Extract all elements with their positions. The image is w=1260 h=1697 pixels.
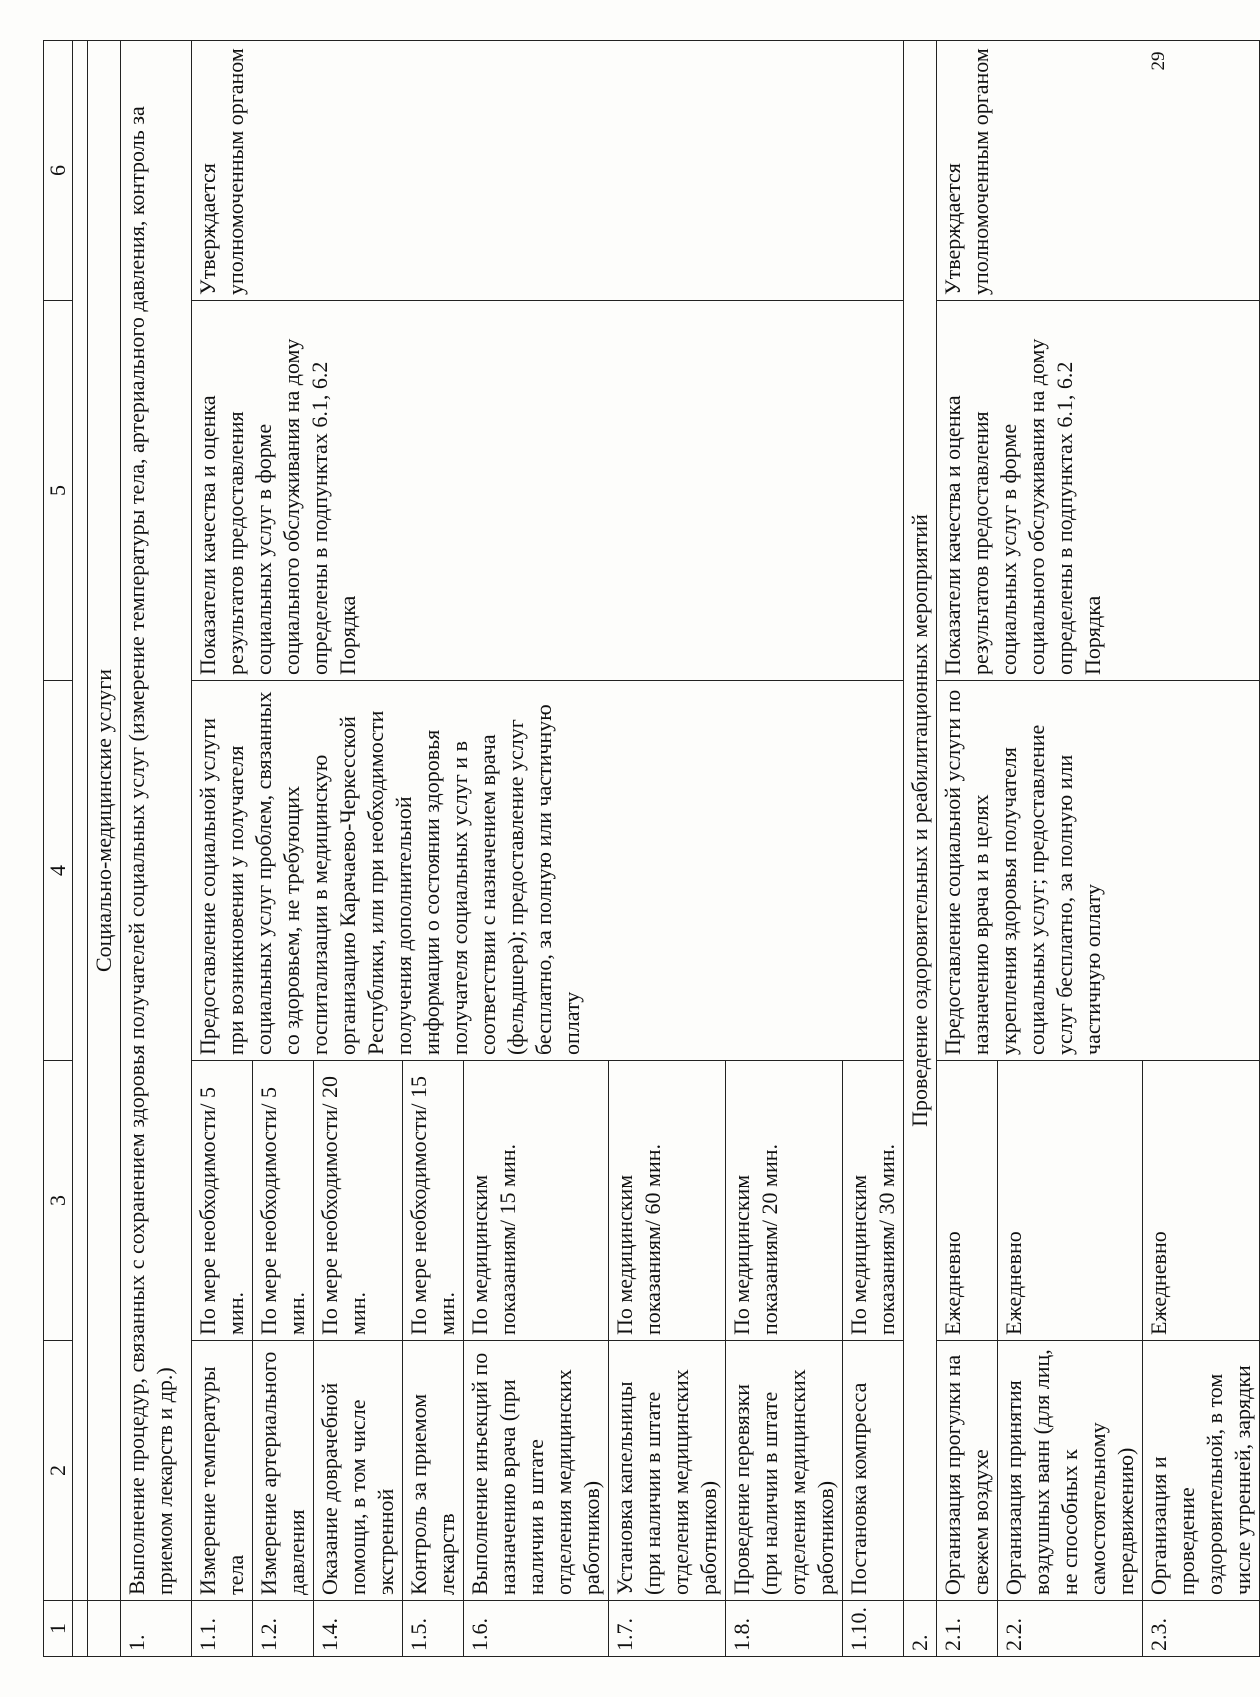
services-table: [43, 40, 1260, 1657]
spacer-row: [73, 40, 88, 1656]
row-number: 2.3.: [1143, 1600, 1260, 1656]
row-number: 1.4.: [314, 1600, 403, 1656]
quality-indicators: Показатели качества и оценка результатов предоставления социальных услуг в форме социального обслуживания на дому определены в подпунктах 6.1, 6.2 Порядка: [192, 300, 904, 680]
table-row: [937, 40, 998, 1656]
column-number: 1: [44, 1600, 73, 1656]
service-name: Проведение перевязки (при наличии в штате отделения медицинских работников): [726, 1340, 843, 1600]
service-timing: По мере необходимости/ 5 мин.: [253, 1060, 314, 1340]
service-timing: По мере необходимости/ 20 мин.: [314, 1060, 403, 1340]
section-heading-row: [904, 40, 937, 1656]
row-number: 1.10.: [843, 1600, 904, 1656]
section-number: 2.: [904, 1600, 937, 1656]
quality-indicators: Показатели качества и оценка результатов предоставления социальных услуг в форме социального обслуживания на дому определены в подпунктах 6.1, 6.2 Порядка: [937, 300, 1260, 680]
row-number: 1.7.: [609, 1600, 726, 1656]
column-number: 4: [44, 680, 73, 1060]
row-number: 2.2.: [998, 1600, 1143, 1656]
service-name: Постановка компресса: [843, 1340, 904, 1600]
service-description: Предоставление социальной услуги по назначению врача и в целях укрепления здоровья получателя социальных услуг; предоставление услуг бесплатно, за полную или частичную оплату: [937, 680, 1260, 1060]
service-name: Выполнение инъекций по назначению врача (при наличии в штате отделения медицинских работников): [464, 1340, 609, 1600]
section-heading: Выполнение процедур, связанных с сохранением здоровья получателей социальных услуг (измерение температуры тела, артериального давления, контроль за приемом лекарств и др.): [121, 40, 192, 1600]
service-timing: Ежедневно: [937, 1060, 998, 1340]
service-name: Измерение температуры тела: [192, 1340, 253, 1600]
section-number: 1.: [121, 1600, 192, 1656]
row-number: 1.5.: [403, 1600, 464, 1656]
service-timing: Ежедневно: [1143, 1060, 1260, 1340]
service-name: Оказание доврачебной помощи, в том числе экстренной: [314, 1340, 403, 1600]
service-name: Организация принятия воздушных ванн (для лиц, не способных к самостоятельному передвижению): [998, 1340, 1143, 1600]
approval-note: Утверждается уполномоченным органом: [937, 40, 1260, 300]
page-number: 29: [1148, 51, 1169, 71]
service-timing: По медицинским показаниям/ 60 мин.: [609, 1060, 726, 1340]
row-number: 1.6.: [464, 1600, 609, 1656]
service-timing: По мере необходимости/ 15 мин.: [403, 1060, 464, 1340]
service-description: Предоставление социальной услуги при возникновении у получателя социальных услуг проблем, связанных со здоровьем, не требующих госпитализации в медицинскую организацию Карачаево-Черкесской Республики, или при необходимости получения дополнительной информации о состоянии здоровья получателя социальных услуг и в соответствии с назначением врача (фельдшера); предоставление услуг бесплатно, за полную или частичную оплату: [192, 680, 904, 1060]
row-number: 2.1.: [937, 1600, 998, 1656]
column-number-row: [44, 40, 73, 1656]
service-timing: По мере необходимости/ 5 мин.: [192, 1060, 253, 1340]
row-number: 1.8.: [726, 1600, 843, 1656]
service-timing: По медицинским показаниям/ 30 мин.: [843, 1060, 904, 1340]
service-name: Организация и проведение оздоровительной, в том числе утренней, зарядки: [1143, 1340, 1260, 1600]
table-row: [192, 40, 253, 1656]
column-number: 5: [44, 300, 73, 680]
service-name: Организация прогулки на свежем воздухе: [937, 1340, 998, 1600]
service-name: Контроль за приемом лекарств: [403, 1340, 464, 1600]
column-number: 2: [44, 1340, 73, 1600]
service-timing: Ежедневно: [998, 1060, 1143, 1340]
service-timing: По медицинским показаниям/ 20 мин.: [726, 1060, 843, 1340]
service-timing: По медицинским показаниям/ 15 мин.: [464, 1060, 609, 1340]
approval-note: Утверждается уполномоченным органом: [192, 40, 904, 300]
row-number: 1.1.: [192, 1600, 253, 1656]
section-title: Социально-медицинские услуги: [88, 40, 121, 1600]
row-number: 1.2.: [253, 1600, 314, 1656]
column-number: 6: [44, 40, 73, 300]
service-name: Установка капельницы (при наличии в штате отделения медицинских работников): [609, 1340, 726, 1600]
service-name: Измерение артериального давления: [253, 1340, 314, 1600]
section-title-row: [88, 40, 121, 1656]
section-title: Проведение оздоровительных и реабилитационных мероприятий: [904, 40, 937, 1600]
section-heading-row: [121, 40, 192, 1656]
column-number: 3: [44, 1060, 73, 1340]
